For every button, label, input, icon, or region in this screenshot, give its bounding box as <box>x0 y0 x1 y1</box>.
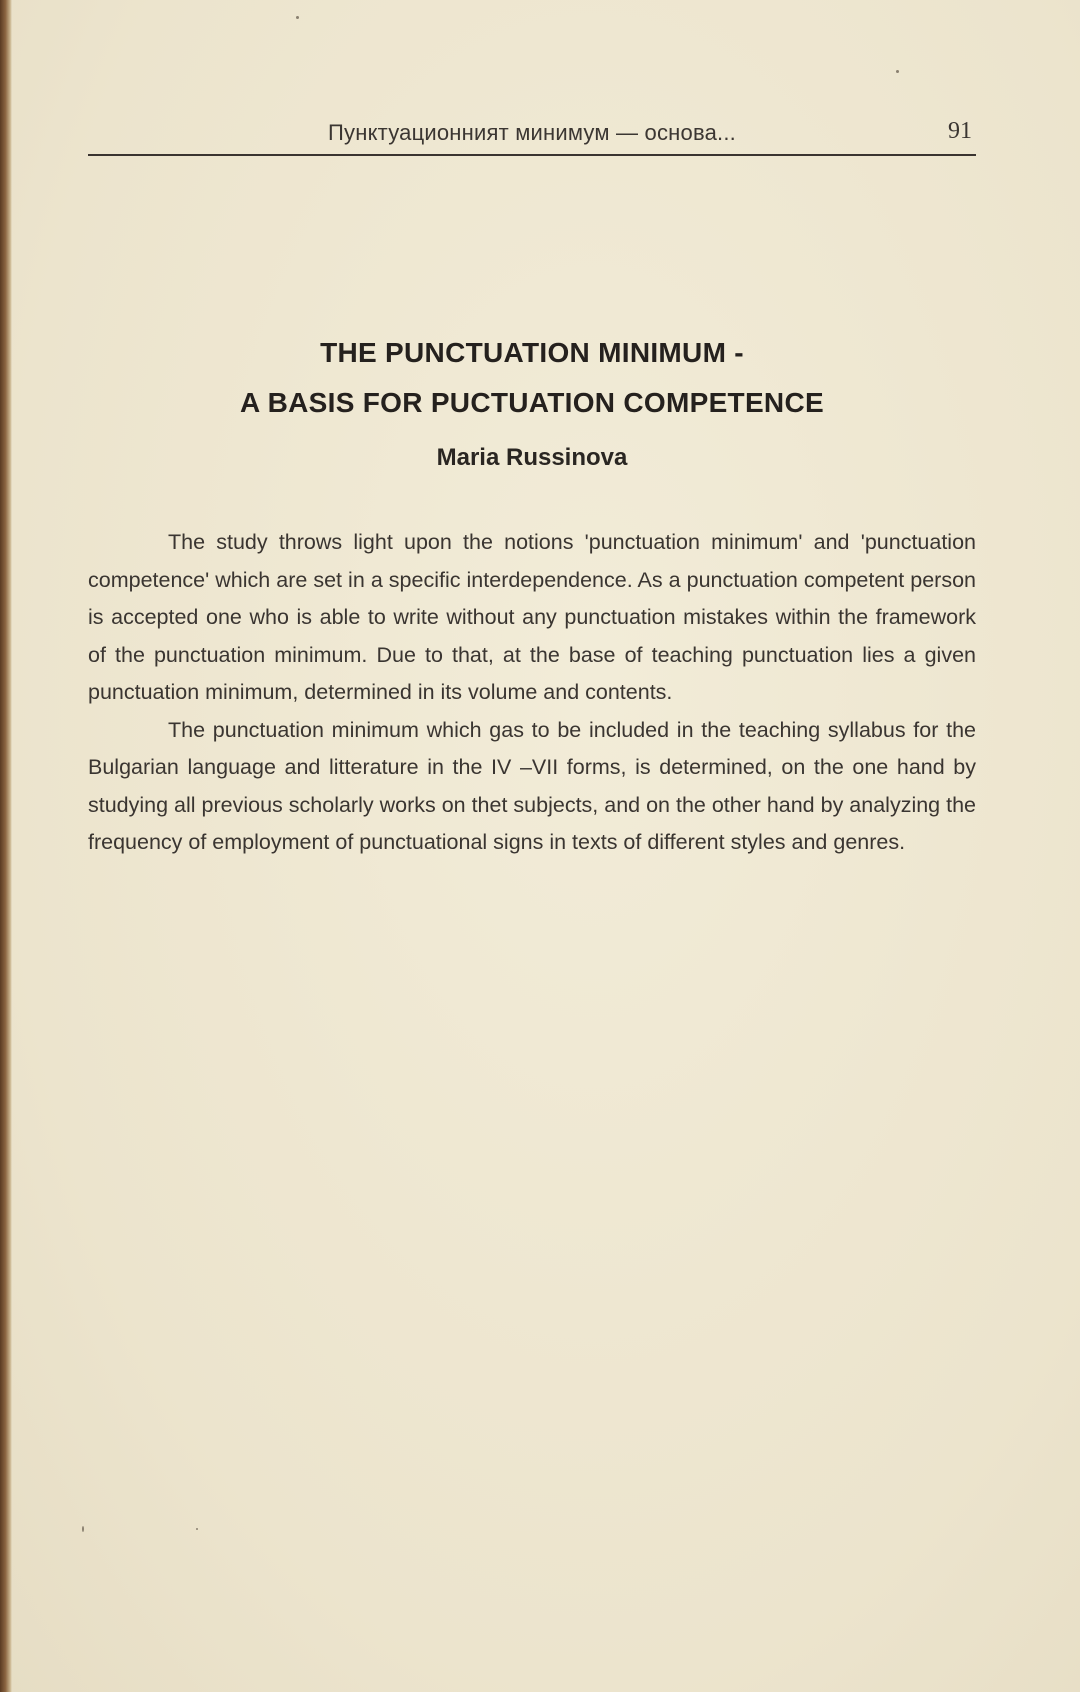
article-title-line-1: THE PUNCTUATION MINIMUM - <box>320 337 744 368</box>
book-binding-edge <box>0 0 12 1692</box>
page-number: 91 <box>948 118 972 144</box>
article-title-line-2: A BASIS FOR PUCTUATION COMPETENCE <box>240 387 824 418</box>
paper-speck <box>296 16 299 19</box>
abstract-paragraph-2: The punctuation minimum which gas to be included in the teaching syllabus for the Bulgarian language and litterature in the IV –VII forms, is determined, on the one hand by studying all previous scholarly works on thet subjects, and on the other hand by analyzing the frequency of employment of punctuational signs in texts of different styles and genres. <box>88 717 976 854</box>
article-author: Maria Russinova <box>436 444 628 471</box>
running-header <box>88 114 976 156</box>
paper-speck <box>896 70 899 73</box>
running-title: Пунктуационният минимум — основа... <box>328 120 736 145</box>
abstract <box>88 524 976 862</box>
paper-speck <box>82 1526 84 1532</box>
article-title <box>88 328 976 428</box>
abstract-paragraph-1: The study throws light upon the notions 'punctuation minimum' and 'punctuation competence' which are set in a specific interdependence. As a punctuation competent person is accepted one who is able to write without any punctuation mistakes within the framework of the punctuation minimum. Due to that, at the base of teaching punctuation lies a given punctuation minimum, determined in its volume and contents. <box>88 530 976 704</box>
paper-speck <box>196 1528 198 1530</box>
